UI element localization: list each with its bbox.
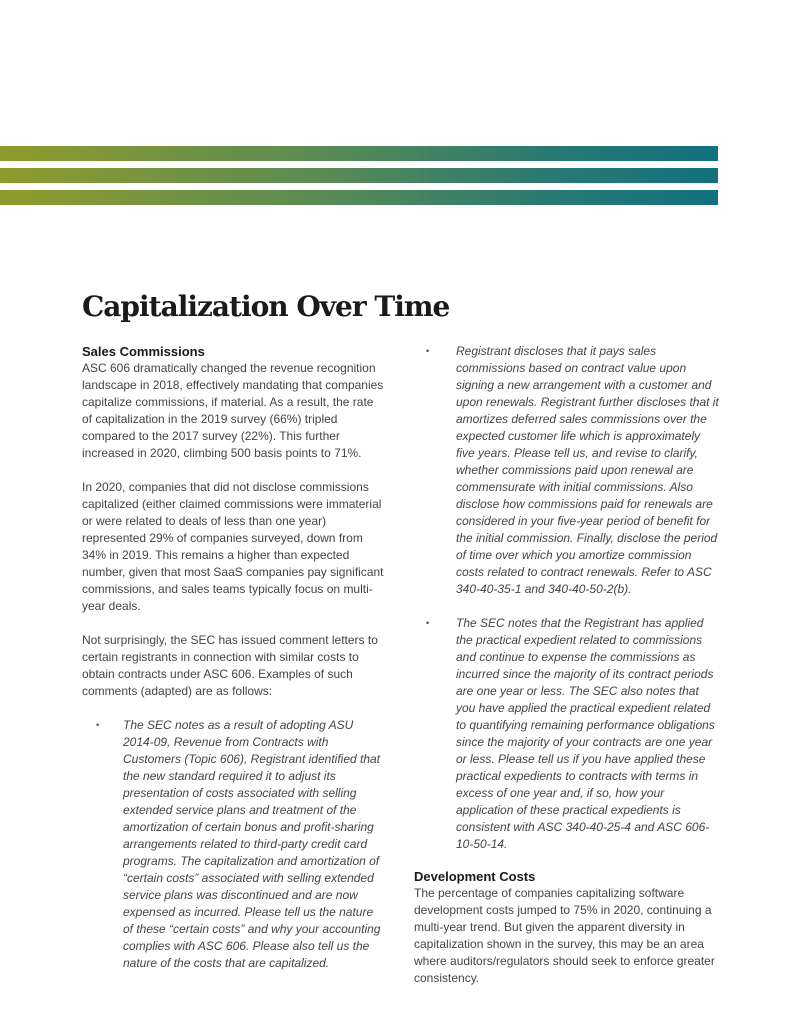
- header-stripe-top: [0, 146, 718, 161]
- list-item-text: Registrant discloses that it pays sales commissions based on contract value upon signing a new arrangement with a customer and upon renewals. Registrant further discloses that it amortizes deferred sales commissions over the expected customer life which is approximately five years. Please tell us, and revise to clarify, whether commissions paid upon renewal are commensurate with initial commissions. Also disclose how commissions paid for renewals are considered in your five-year period of benefit for the initial commission. Finally, disclose the period of time over which you amortize commission costs related to contract renewals. Refer to ASC 340-40-35-1 and 340-40-50-2(b).: [456, 344, 719, 596]
- section-heading-sales-commissions: Sales Commissions: [82, 344, 205, 359]
- list-item-text: The SEC notes as a result of adopting ASU 2014-09, Revenue from Contracts with Customers (Topic 606), Registrant identified that the new standard required it to adjust its presentation of costs associated with selling extended service plans and treatment of the amortization of certain bonus and profit-sharing arrangements related to third-party credit card programs. The capitalization and amortization of “certain costs” associated with selling extended service plans was discontinued and are now expensed as incurred. Please tell us the nature of these “certain costs” and why your accounting complies with ASC 606. Please also tell us the nature of the costs that are capitalized.: [123, 718, 381, 970]
- header-stripe-bottom: [0, 190, 718, 205]
- left-column: [82, 343, 384, 989]
- sec-comment-list: [82, 717, 384, 972]
- sec-comment-list: [414, 343, 720, 853]
- paragraph: In 2020, companies that did not disclose commissions capitalized (either claimed commissions were immaterial or were related to deals of less than one year) represented 29% of companies surveyed, down from 34% in 2019. This remains a higher than expected number, given that most SaaS companies pay significant commissions, and sales teams typically focus on multi-year deals.: [82, 480, 384, 613]
- list-item: [414, 343, 720, 598]
- paragraph: The percentage of companies capitalizing software development costs jumped to 75% in 2020, continuing a multi-year trend. But given the apparent diversity in capitalization shown in the survey, this may be an area where auditors/regulators should seek to enforce greater consistency.: [414, 886, 715, 985]
- paragraph: ASC 606 dramatically changed the revenue recognition landscape in 2018, effectively mandating that companies capitalize commissions, if material. As a result, the rate of capitalization in the 2019 survey (66%) tripled compared to the 2017 survey (22%). This further increased in 2020, climbing 500 basis points to 71%.: [82, 361, 384, 460]
- paragraph: Not surprisingly, the SEC has issued comment letters to certain registrants in connection with similar costs to obtain contracts under ASC 606. Examples of such comments (adapted) are as follows:: [82, 633, 378, 698]
- header-stripe-middle: [0, 168, 718, 183]
- bullet-icon: •: [96, 720, 100, 730]
- page-title: Capitalization Over Time: [82, 290, 450, 323]
- list-item-text: The SEC notes that the Registrant has applied the practical expedient related to commissions and continue to expense the commissions as incurred since the majority of its contract periods are one year or less. The SEC also notes that you have applied the practical expedient related to quantifying remaining performance obligations since the majority of your contracts are one year or less. Please tell us if you have applied these practical expedients to contracts with terms in excess of one year and, if so, how your application of these practical expedients is consistent with ASC 340-40-25-4 and ASC 606-10-50-14.: [456, 616, 715, 851]
- list-item: [82, 717, 384, 972]
- bullet-icon: •: [426, 618, 430, 628]
- bullet-icon: •: [426, 346, 430, 356]
- list-item: [414, 615, 720, 853]
- right-column: [414, 343, 720, 1004]
- section-heading-development-costs: Development Costs: [414, 869, 536, 884]
